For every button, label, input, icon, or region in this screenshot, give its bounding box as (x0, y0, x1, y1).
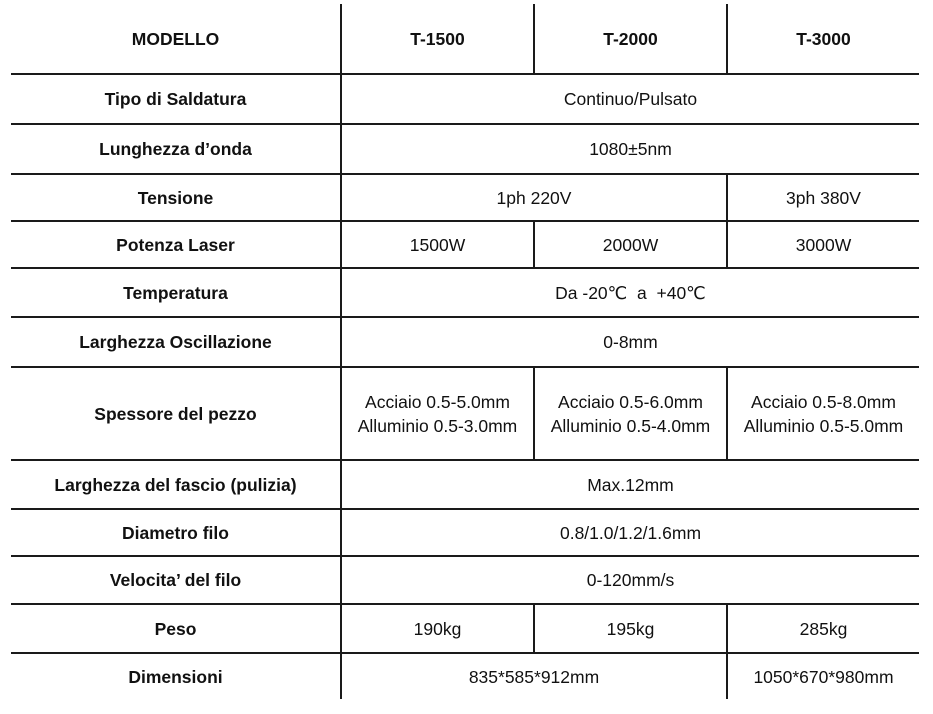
acciaio-value: Acciaio 0.5-6.0mm (558, 391, 703, 412)
row-peso (11, 604, 919, 653)
row-value-t3000: 1050*670*980mm (727, 653, 919, 699)
row-value: 0-8mm (341, 317, 919, 367)
specification-table (11, 4, 919, 699)
row-tensione (11, 174, 919, 221)
row-value-t2000: 195kg (534, 604, 727, 653)
row-value-t1500-t2000: 1ph 220V (341, 174, 727, 221)
row-dimensioni (11, 653, 919, 699)
row-potenza-laser (11, 221, 919, 268)
row-value-t3000: 3ph 380V (727, 174, 919, 221)
row-value: Continuo/Pulsato (341, 74, 919, 124)
header-row (11, 4, 919, 74)
row-value-t1500 (341, 367, 534, 460)
row-value-t2000: 2000W (534, 221, 727, 268)
row-value-t2000 (534, 367, 727, 460)
row-value-t3000: 3000W (727, 221, 919, 268)
row-label: Lunghezza d’onda (11, 124, 341, 174)
row-larghezza-oscillazione (11, 317, 919, 367)
row-value-t1500: 190kg (341, 604, 534, 653)
row-label: Peso (11, 604, 341, 653)
header-model-t3000: T-3000 (727, 4, 919, 74)
header-model-t1500: T-1500 (341, 4, 534, 74)
row-label: Larghezza del fascio (pulizia) (11, 460, 341, 509)
row-label: Tensione (11, 174, 341, 221)
acciaio-value: Acciaio 0.5-8.0mm (751, 391, 896, 412)
row-label: Diametro filo (11, 509, 341, 556)
acciaio-value: Acciaio 0.5-5.0mm (365, 391, 510, 412)
row-label: Spessore del pezzo (11, 367, 341, 460)
row-label: Larghezza Oscillazione (11, 317, 341, 367)
row-velocita-filo (11, 556, 919, 604)
header-modello: MODELLO (11, 4, 341, 74)
row-label: Temperatura (11, 268, 341, 317)
row-value: Max.12mm (341, 460, 919, 509)
alluminio-value: Alluminio 0.5-3.0mm (357, 415, 518, 436)
row-value-t3000: 285kg (727, 604, 919, 653)
row-value: 1080±5nm (341, 124, 919, 174)
row-value-t3000 (727, 367, 919, 460)
row-value-t1500: 1500W (341, 221, 534, 268)
row-label: Velocita’ del filo (11, 556, 341, 604)
row-label: Potenza Laser (11, 221, 341, 268)
row-larghezza-fascio (11, 460, 919, 509)
alluminio-value: Alluminio 0.5-5.0mm (743, 415, 904, 436)
alluminio-value: Alluminio 0.5-4.0mm (550, 415, 711, 436)
row-value: Da -20℃ a +40℃ (341, 268, 919, 317)
row-temperatura (11, 268, 919, 317)
row-label: Tipo di Saldatura (11, 74, 341, 124)
row-diametro-filo (11, 509, 919, 556)
row-lunghezza-onda (11, 124, 919, 174)
row-value: 0.8/1.0/1.2/1.6mm (341, 509, 919, 556)
row-value: 0-120mm/s (341, 556, 919, 604)
row-tipo-saldatura (11, 74, 919, 124)
row-spessore-pezzo (11, 367, 919, 460)
row-label: Dimensioni (11, 653, 341, 699)
header-model-t2000: T-2000 (534, 4, 727, 74)
row-value-t1500-t2000: 835*585*912mm (341, 653, 727, 699)
